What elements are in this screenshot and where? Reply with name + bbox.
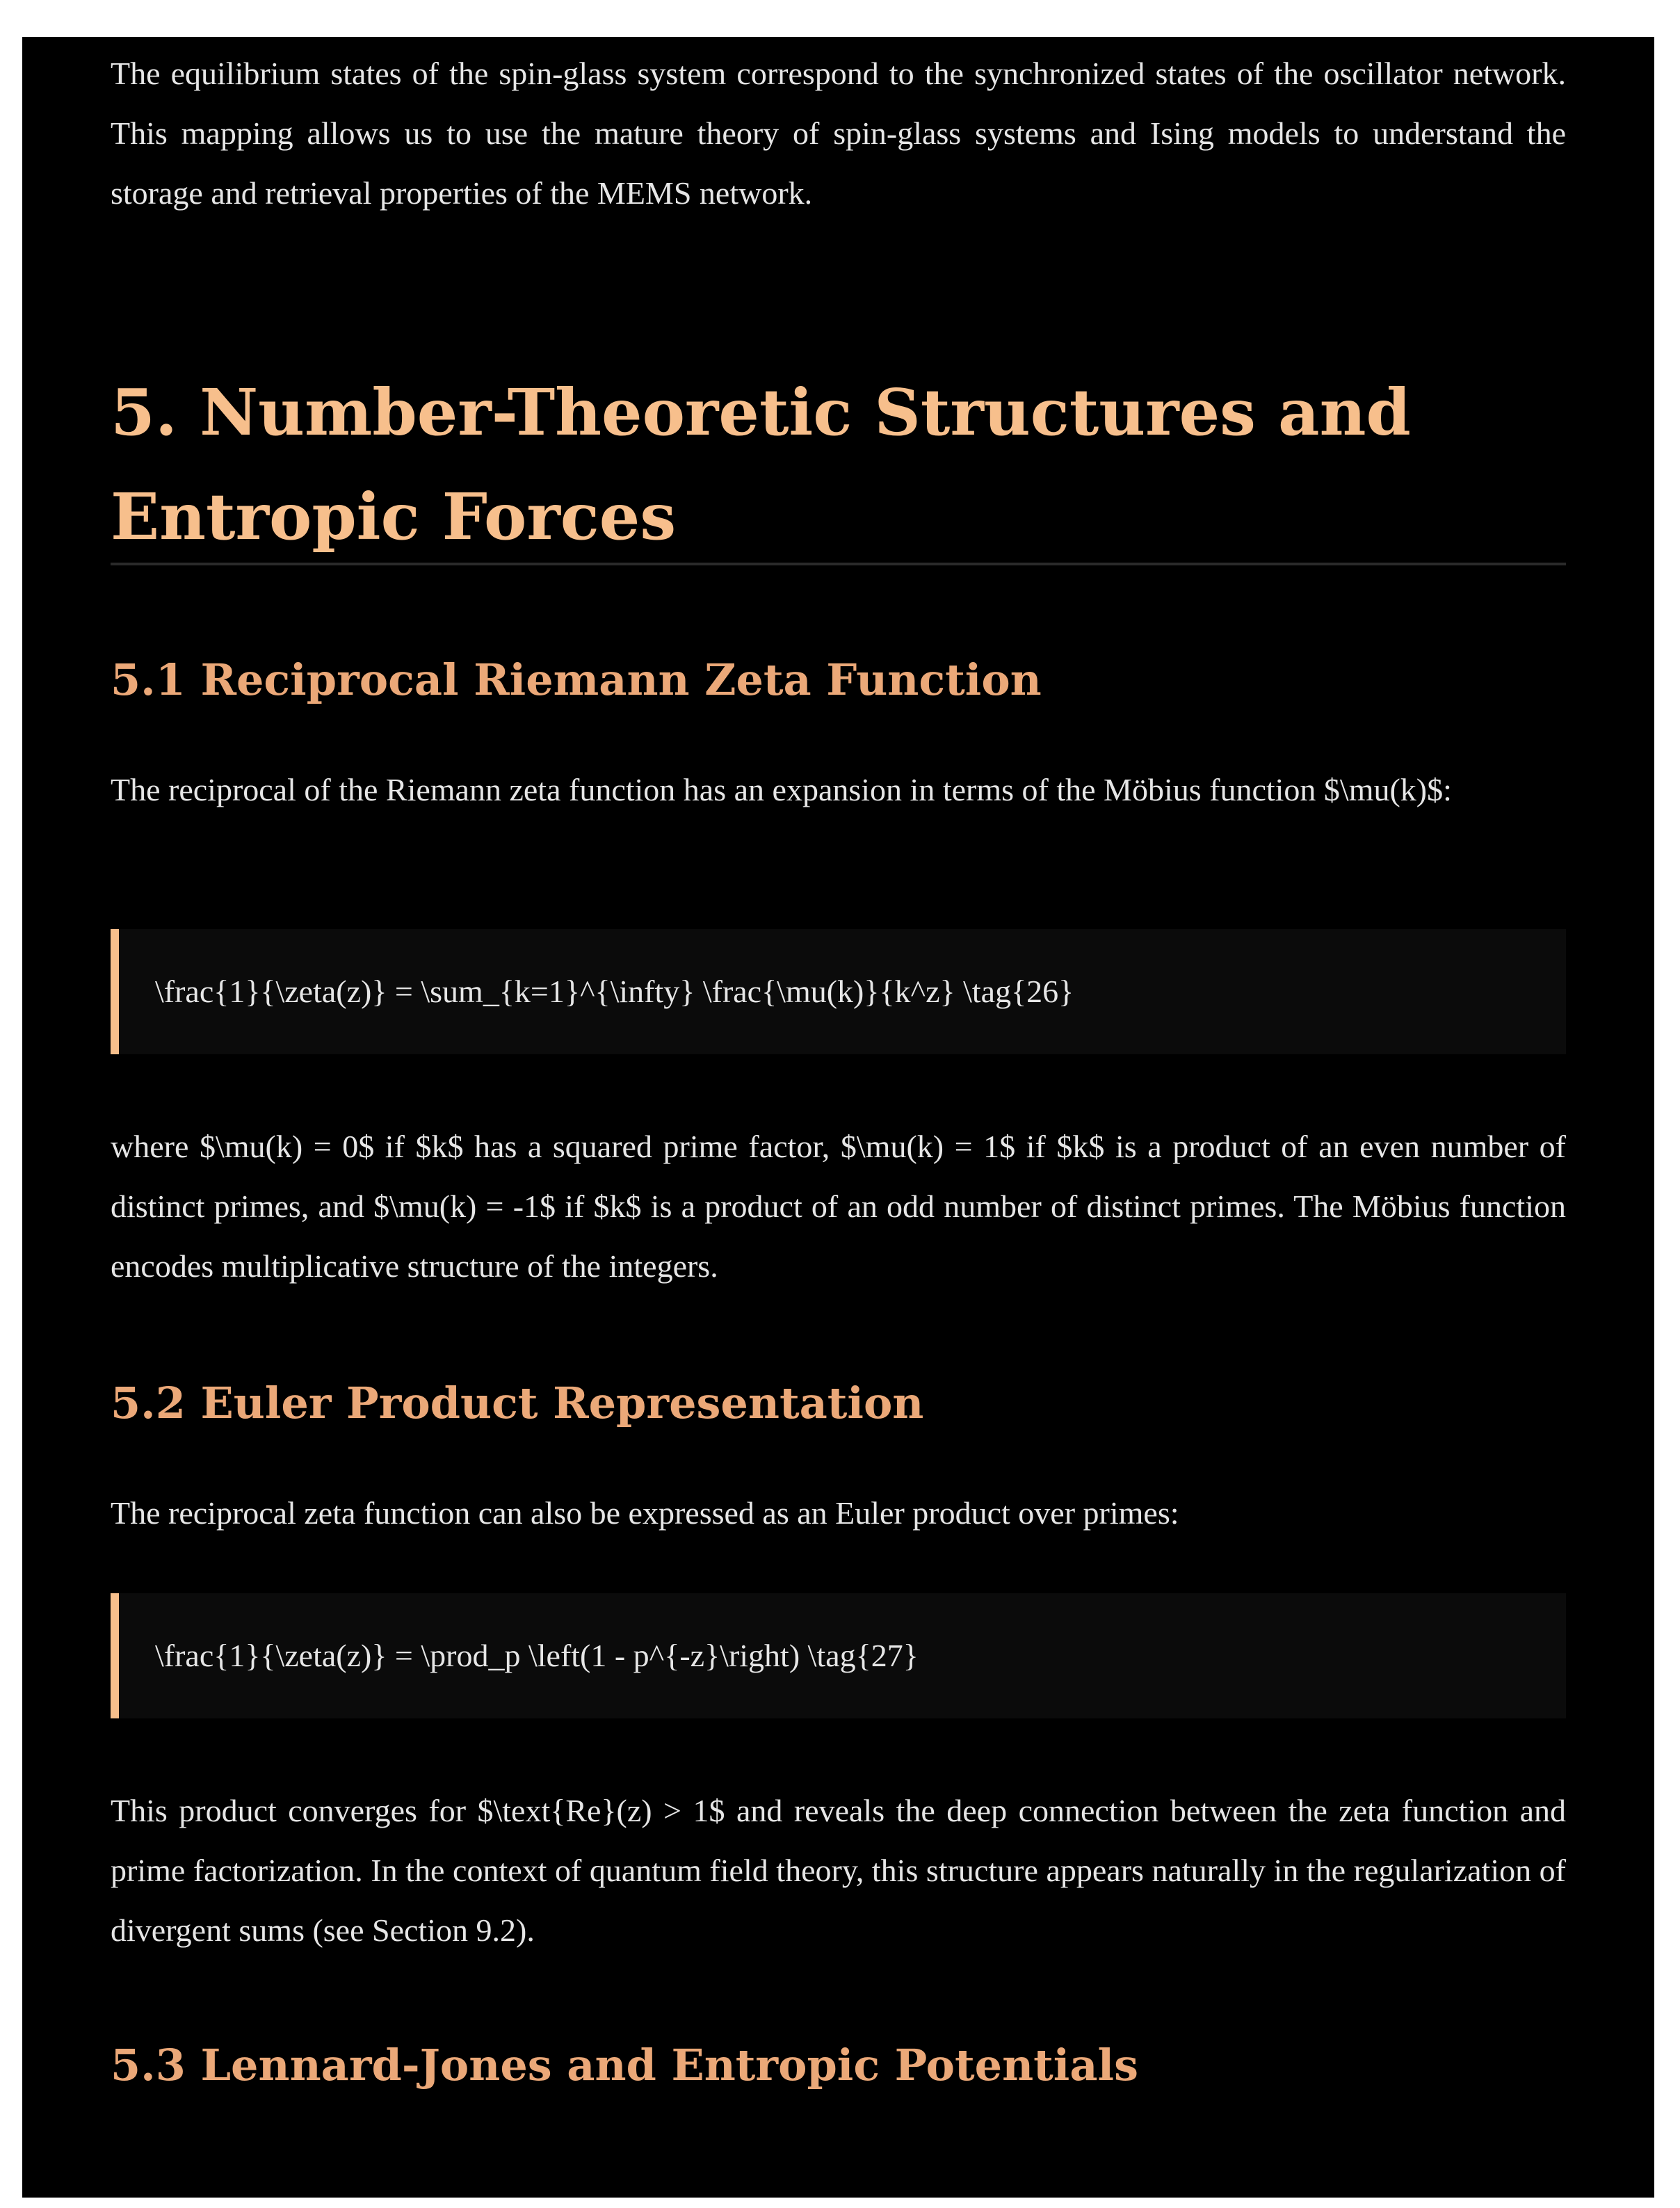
paragraph-5-1-explanation: where $\mu(k) = 0$ if $k$ has a squared prime factor, $\mu(k) = 1$ if $k$ is a product of an even number of distinct primes, and $\mu(k) = -1$ if $k$ is a product of an odd number of distinct primes. The Möbius function encodes multiplicative structure of the integers. <box>111 1129 1566 1284</box>
subsection-heading-5-1: 5.1 Reciprocal Riemann Zeta Function <box>111 654 1042 705</box>
equation-block-26 <box>111 929 1566 1054</box>
section-title: 5. Number-Theoretic Structures and Entropic Forces <box>111 375 1411 554</box>
paragraph-5-1-intro: The reciprocal of the Riemann zeta function has an expansion in terms of the Möbius function $\mu(k)$: <box>111 772 1452 807</box>
equation-text-26: \frac{1}{\zeta(z)} = \sum_{k=1}^{\infty} \frac{\mu(k)}{k^z} \tag{26} <box>155 974 1074 1009</box>
equation-block-27 <box>111 1593 1566 1718</box>
equation-text-27: \frac{1}{\zeta(z)} = \prod_p \left(1 - p^{-z}\right) \tag{27} <box>155 1638 919 1673</box>
section-divider <box>111 563 1566 565</box>
intro-paragraph: The equilibrium states of the spin-glass system correspond to the synchronized states of the oscillator network. This mapping allows us to use the mature theory of spin-glass systems and Ising models to understand the storage and retrieval properties of the MEMS network. <box>111 56 1566 211</box>
paragraph-5-2-intro: The reciprocal zeta function can also be expressed as an Euler product over primes: <box>111 1495 1179 1531</box>
paragraph-5-2-explanation: This product converges for $\text{Re}(z) > 1$ and reveals the deep connection between the zeta function and prime factorization. In the context of quantum field theory, this structure appears naturally in the regularization of divergent sums (see Section 9.2). <box>111 1793 1566 1948</box>
subsection-heading-5-2: 5.2 Euler Product Representation <box>111 1378 924 1428</box>
subsection-heading-5-3: 5.3 Lennard-Jones and Entropic Potentials <box>111 2040 1138 2090</box>
document-page <box>22 37 1654 2198</box>
